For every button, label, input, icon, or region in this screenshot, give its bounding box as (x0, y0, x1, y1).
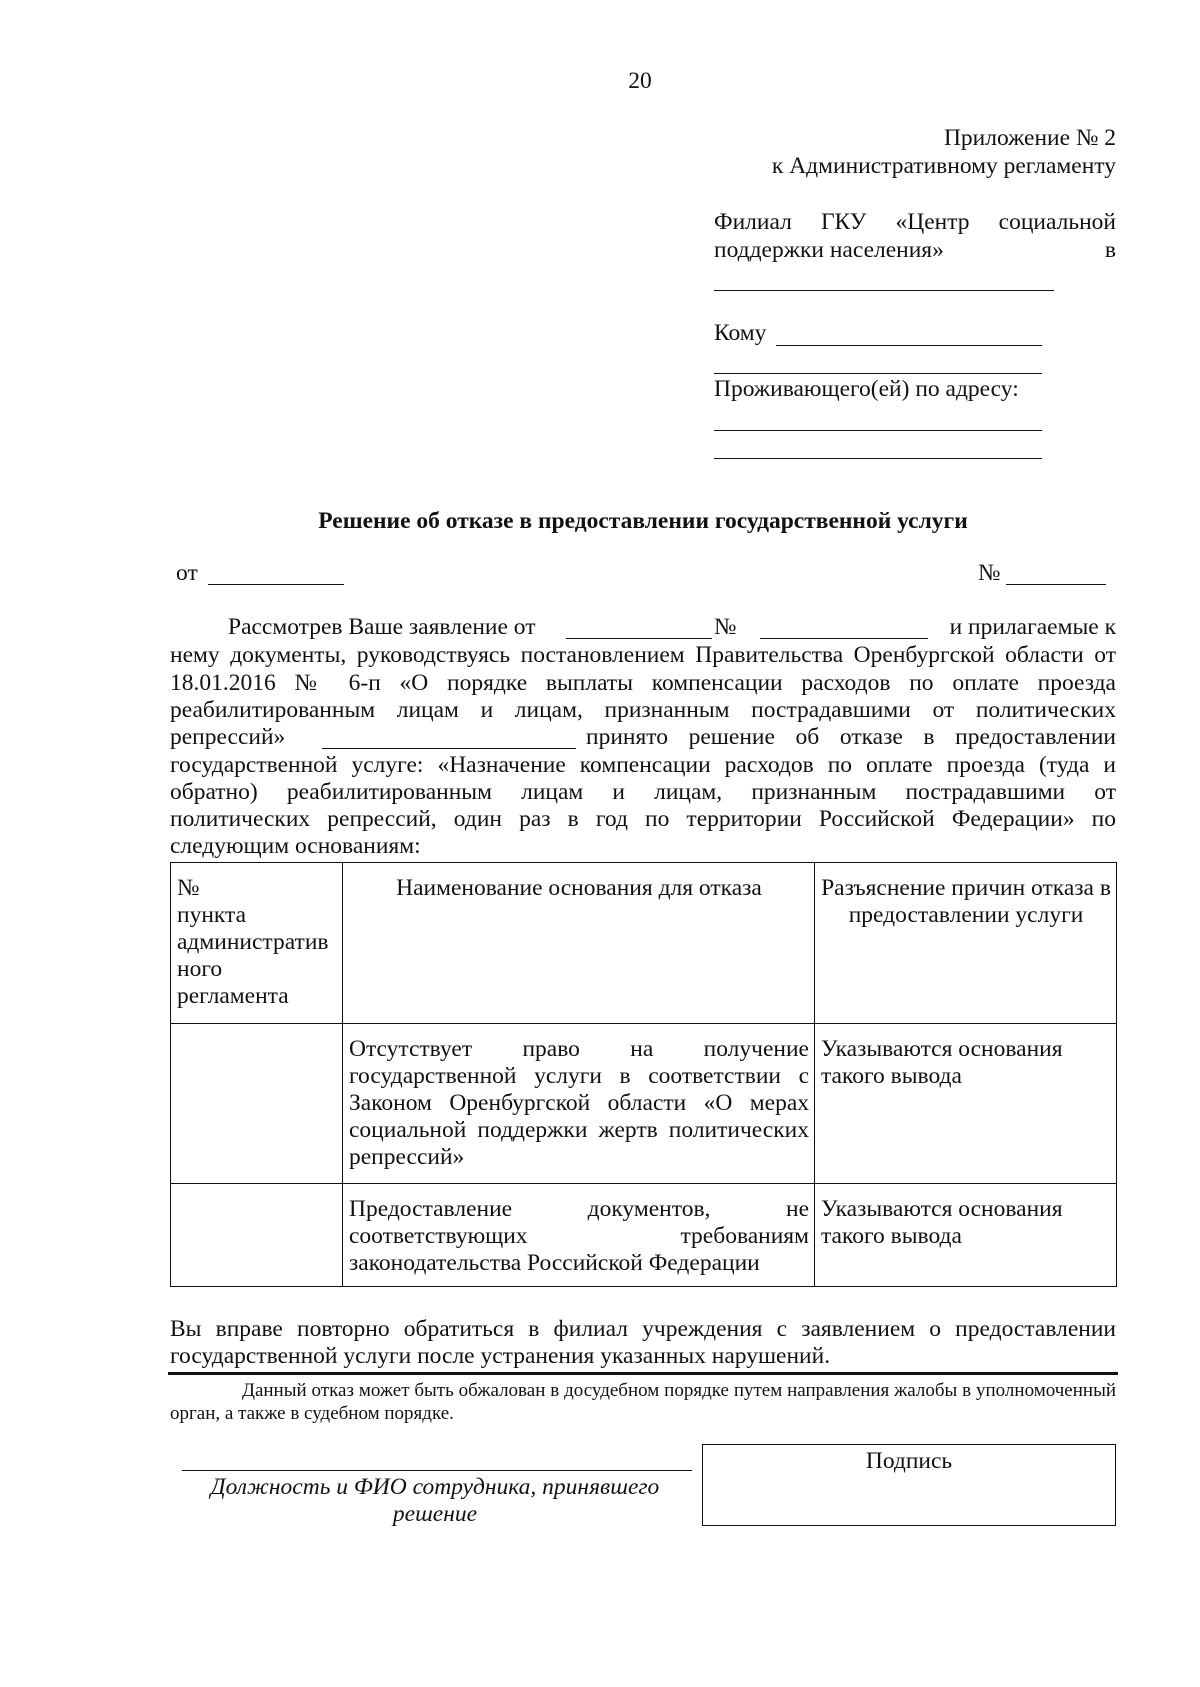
row-reason: Отсутствует право на получение государственной услуги в соответствии с Законом Оренбургской области «О мерах социальной поддержки жертв политических репрессий» (343, 1024, 815, 1184)
row-item-number (171, 1024, 343, 1184)
regulation-reference-blank[interactable] (322, 748, 576, 749)
to-blank-line[interactable] (776, 345, 1042, 346)
branch-line-2-right: в (1104, 237, 1116, 263)
body-line-1-number: № (714, 614, 737, 640)
body-line-1-start: Рассмотрев Ваше заявление от (228, 614, 536, 640)
application-number-blank[interactable] (760, 638, 928, 639)
to-blank-line-2[interactable] (714, 373, 1042, 374)
body-line-5-end: принято решение об отказе в предоставлении (586, 724, 1116, 750)
repeat-notice: Вы вправе повторно обратиться в филиал учреждения с заявлением о предоставлении государственной услуги после устранения указанных нарушений. (170, 1316, 1116, 1369)
body-line-3: 18.01.2016 № 6-п «О порядке выплаты компенсации расходов по оплате проезда (170, 670, 1116, 696)
table-row (171, 1024, 1117, 1184)
header-reason: Наименование основания для отказа (343, 863, 815, 1024)
signature-box[interactable] (702, 1444, 1116, 1526)
number-blank-line[interactable] (1006, 584, 1106, 585)
signature-label: Подпись (865, 1448, 953, 1474)
header-item-number-line: административ (177, 929, 329, 955)
header-item-number-line: ного (177, 956, 223, 982)
body-line-7: обратно) реабилитированным лицам и лицам, признанным пострадавшими от (170, 779, 1116, 805)
row-explanation: Указываются основания такого вывода (815, 1024, 1117, 1184)
branch-line-2-left: поддержки населения» (714, 237, 944, 263)
body-line-6: государственной услуге: «Назначение компенсации расходов по оплате проезда (туда и (170, 752, 1116, 778)
to-label: Кому (714, 320, 767, 346)
header-explanation: Разъяснение причин отказа в предоставлении услуги (815, 863, 1117, 1024)
date-blank-line[interactable] (208, 584, 344, 585)
branch-line-1: Филиал ГКУ «Центр социальной (714, 209, 1116, 235)
body-line-2: нему документы, руководствуясь постановлением Правительства Оренбургской области от (170, 642, 1116, 668)
branch-line-2 (714, 237, 1116, 265)
appeal-notice: Данный отказ может быть обжалован в досудебном порядке путем направления жалобы в уполномоченный орган, а также в судебном порядке. (170, 1380, 1116, 1424)
header-item-number-line: № (177, 875, 200, 901)
body-line-8: политических репрессий, один раз в год по территории Российской Федерации» по (170, 806, 1116, 832)
address-blank-line-2[interactable] (714, 458, 1042, 459)
document-title: Решение об отказе в предоставлении государственной услуги (318, 508, 968, 534)
refusal-reasons-table (170, 862, 1117, 1287)
position-blank-line[interactable] (182, 1470, 692, 1471)
body-line-5 (170, 724, 1116, 752)
body-line-1-end: и прилагаемые к (949, 614, 1116, 640)
body-line-5-start: репрессий» (170, 724, 286, 750)
table-row (171, 1184, 1117, 1287)
address-blank-line-1[interactable] (714, 430, 1042, 431)
row-item-number (171, 1184, 343, 1287)
number-label: № (978, 560, 1001, 586)
regulation-line: к Административному регламенту (771, 153, 1116, 179)
body-line-4: реабилитированным лицам и лицам, признанным пострадавшими от политических (170, 697, 1116, 723)
header-item-number-line: пункта (177, 902, 246, 928)
body-line-9: следующим основаниям: (170, 833, 421, 859)
branch-blank-line[interactable] (714, 290, 1054, 291)
table-header-row (171, 863, 1117, 1024)
date-label: от (176, 560, 198, 586)
notice-divider (168, 1372, 1118, 1375)
position-caption: Должность и ФИО сотрудника, принявшего решение (210, 1474, 660, 1527)
page-number: 20 (628, 68, 652, 94)
header-item-number (171, 863, 343, 1024)
row-explanation: Указываются основания такого вывода (815, 1184, 1117, 1287)
appendix-line: Приложение № 2 (943, 125, 1116, 151)
row-reason: Предоставление документов, не соответствующих требованиям законодательства Российской Федерации (343, 1184, 815, 1287)
address-label: Проживающего(ей) по адресу: (714, 376, 1019, 402)
header-item-number-line: регламента (177, 983, 289, 1009)
application-date-blank[interactable] (566, 638, 712, 639)
